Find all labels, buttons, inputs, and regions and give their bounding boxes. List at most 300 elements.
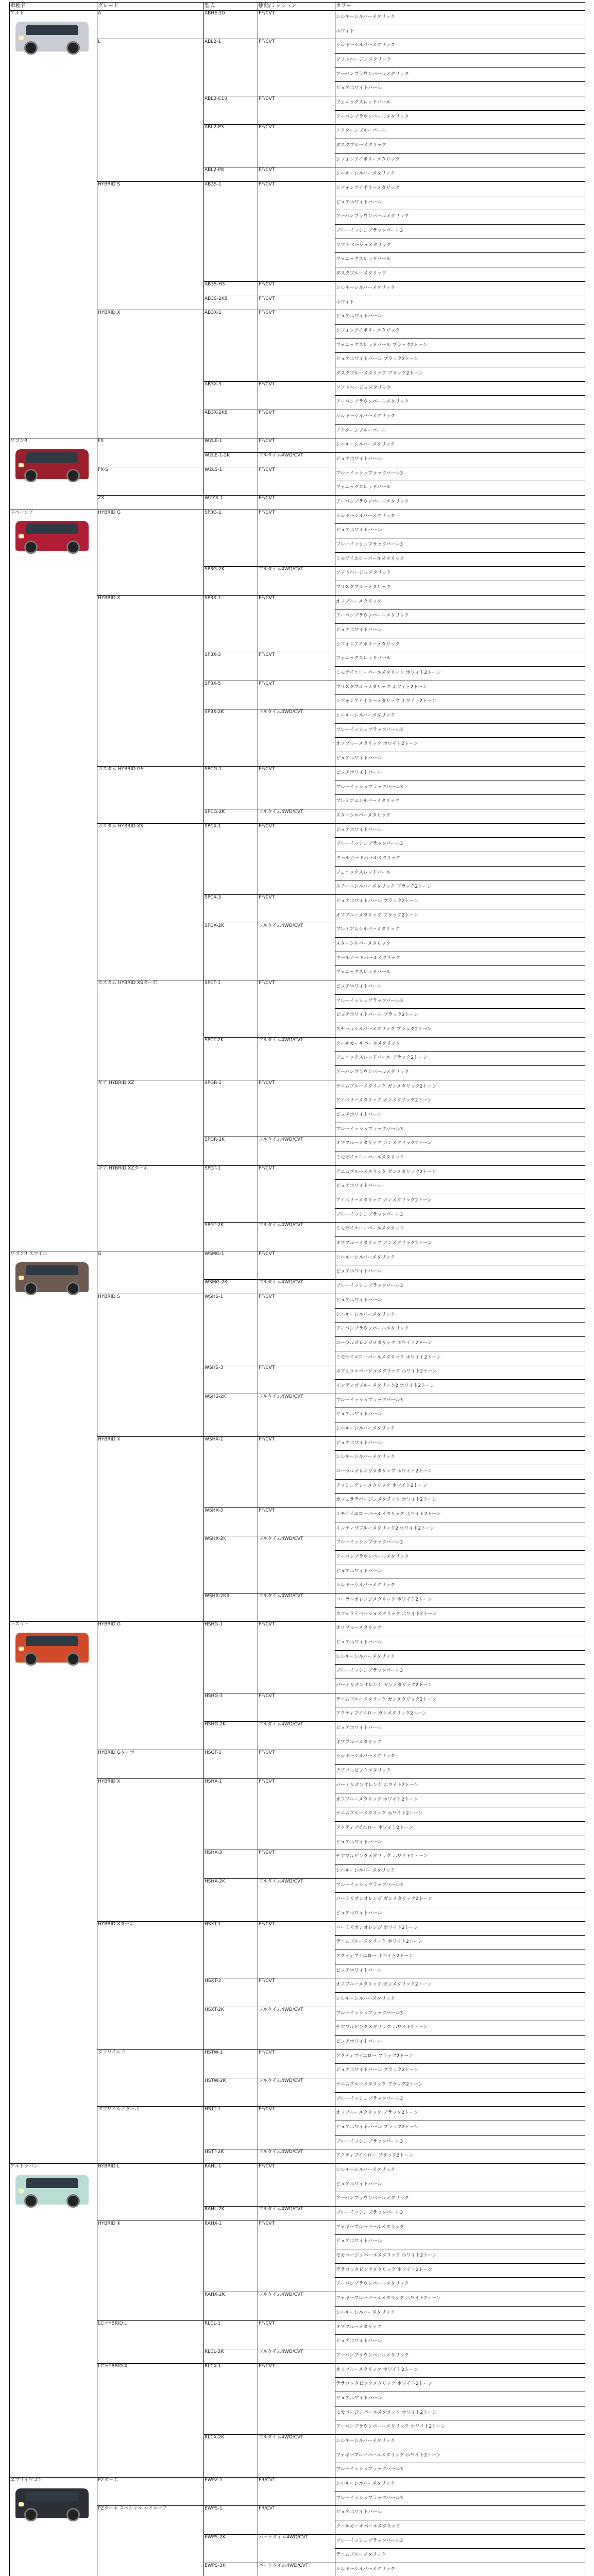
color-name: ピュアホワイトパール — [336, 756, 382, 761]
grid-line — [335, 2277, 585, 2278]
grade-name: A — [98, 11, 101, 16]
grid-line — [335, 1379, 585, 1380]
grid-line — [335, 81, 585, 82]
grid-line — [9, 2477, 585, 2478]
color-name: ブルーイッシュブラックパール3 — [336, 2495, 403, 2501]
color-name: アーバンブラウンパールメタリック — [336, 613, 409, 619]
model-code: HSXT-2K — [205, 2007, 225, 2012]
transmission: フルタイム4WD/CVT — [259, 452, 303, 458]
transmission: FF/CVT — [259, 2363, 275, 2369]
model-code: HSHX-1 — [205, 1778, 222, 1784]
color-name: デニムブルーメタリック ホワイト2トーン — [336, 1939, 423, 1945]
color-name: ピュアホワイトパール — [336, 528, 382, 533]
grade-name: HYBRID G — [98, 1622, 121, 1628]
color-name: シルキーシルバーメタリック — [336, 1583, 395, 1588]
color-name: ソフトベージュメタリック — [336, 57, 392, 63]
color-name: ピュアホワイトパール — [336, 314, 382, 319]
grid-line — [203, 2534, 585, 2535]
grid-line — [335, 153, 585, 154]
color-name: ブルーイッシュブラックパール3 — [336, 2467, 403, 2472]
grade-name: LC HYBRID L — [98, 2320, 127, 2326]
car-wheel — [66, 469, 80, 482]
grid-line — [97, 2505, 585, 2506]
car-wheel — [24, 540, 38, 554]
car-window — [26, 1636, 78, 1646]
color-name: シルキーシルバーメタリック — [336, 413, 395, 419]
car-headlight — [19, 36, 24, 40]
alto-lapin-car-photo — [15, 2175, 89, 2205]
transmission: FF/CVT — [259, 310, 275, 316]
grid-line — [335, 352, 585, 353]
model-code: W2LE-1 — [205, 438, 223, 444]
transmission: FF/CVT — [259, 1778, 275, 1784]
color-name: シルキーシルバーメタリック — [336, 2481, 395, 2486]
color-name: アーバンブラウンパールメタリック — [336, 71, 409, 77]
car-headlight — [19, 1647, 24, 1651]
transmission: パートタイム4WD/CVT — [259, 2534, 309, 2540]
grade-name: G — [98, 1251, 101, 1257]
color-name: ダスクブルーメタリック — [336, 271, 386, 277]
model-code: W2LS-1 — [205, 467, 223, 472]
transmission: FF/CVT — [259, 1978, 275, 1984]
transmission: FF/CVT — [259, 125, 275, 130]
color-name: アーバンブラウンパールメタリック ホワイト2トーン — [336, 2424, 446, 2430]
color-name: アクティブイエロー ブラック2トーン — [336, 2153, 414, 2159]
grade-name: HYBRID X — [98, 2221, 121, 2226]
transmission: フルタイム4WD/CVT — [259, 923, 303, 929]
transmission: FR/CVT — [259, 2477, 276, 2483]
color-name: ダスクブルーメタリック ブラック2トーン — [336, 370, 423, 376]
model-code: HSTT-1 — [205, 2107, 221, 2112]
model-code: W2LE-1-2K — [205, 452, 230, 458]
model-code: HSTT-2K — [205, 2149, 224, 2155]
model-code: SPCX-1 — [205, 823, 222, 829]
model-code: HSHG-2K — [205, 1722, 226, 1727]
color-name: ブルーイッシュブラックパール3 — [336, 2538, 403, 2544]
grid-line — [335, 424, 585, 425]
transmission: FF/CVT — [259, 167, 275, 173]
alto-car-photo — [15, 22, 89, 52]
model-code: ABHE-10 — [205, 11, 225, 16]
model-code: HSHX-2K — [205, 1878, 225, 1884]
car-headlight — [19, 463, 24, 467]
color-name: オフブルーメタリック — [336, 2324, 382, 2330]
model-code: SPCT-1 — [205, 980, 221, 986]
grade-name: HYBRID S — [98, 182, 120, 188]
grid-line — [203, 124, 585, 125]
color-name: オフブルーメタリック ホワイト2トーン — [336, 1797, 418, 1802]
grid-line — [97, 1921, 585, 1922]
grid-line — [97, 823, 585, 824]
grade-name: HYBRID X — [98, 1436, 121, 1442]
color-name: ブルーイッシュブラックパール3 — [336, 1212, 403, 1217]
transmission: フルタイム4WD/CVT — [259, 2434, 303, 2440]
color-name: アイボリーメタリック ガンメタリック2トーン — [336, 1098, 432, 1104]
grid-line — [335, 623, 585, 624]
car-wheel — [66, 540, 80, 554]
model-code: AB3S-1 — [205, 182, 222, 188]
color-name: ピュアホワイトパール — [336, 827, 382, 833]
color-name: ピュアホワイトパール — [336, 1640, 382, 1646]
transmission: フルタイム4WD/CVT — [259, 1137, 303, 1143]
car-headlight — [19, 2189, 24, 2193]
header-transmission: 駆動/ミッション — [259, 3, 296, 9]
grade-name: HYBRID X — [98, 1778, 121, 1784]
color-name: プレミアムシルバーメタリック — [336, 927, 400, 933]
grid-line — [203, 1222, 585, 1223]
transmission: FF/CVT — [259, 823, 275, 829]
model-code: EWPS-1 — [205, 2506, 223, 2512]
color-name: ミモザイエローパールメタリック ホワイト2トーン — [336, 1354, 441, 1360]
model-code: AB3S-H3 — [205, 281, 225, 287]
color-name: ピュアホワイトパール ブラック2トーン — [336, 1012, 419, 1018]
color-name: コーラルオレンジメタリック ホワイト2トーン — [336, 1340, 432, 1346]
grid-line — [335, 1493, 585, 1494]
grid-line — [97, 2320, 585, 2321]
color-name: ブルーイッシュブラックパール3 — [336, 841, 403, 847]
color-name: シルキーシルバーメタリック — [336, 513, 395, 519]
color-name: モカベージュパールメタリック ホワイト2トーン — [336, 2410, 437, 2415]
model-code: SP3X-3 — [205, 652, 221, 658]
grade-name: HYBRID G — [98, 510, 121, 515]
color-name: チアフルピンクメタリック ホワイト2トーン — [336, 2025, 428, 2030]
transmission: FF/CVT — [259, 39, 275, 45]
model-code: EWPS-2K — [205, 2534, 226, 2540]
color-name: ピュアホワイトパール — [336, 2395, 382, 2401]
color-name: コーラルオレンジメタリック ホワイト2トーン — [336, 1597, 432, 1603]
model-code: RLCX-2K — [205, 2434, 225, 2440]
color-name: オフブルーメタリック ホワイト2トーン — [336, 2367, 418, 2372]
grid-line — [335, 1664, 585, 1665]
transmission: フルタイム4WD/CVT — [259, 1536, 303, 1542]
grid-line — [335, 552, 585, 553]
car-wheel — [24, 1652, 38, 1666]
grid-line — [97, 495, 585, 496]
transmission: フルタイム4WD/CVT — [259, 1722, 303, 1727]
car-window — [26, 25, 78, 35]
car-wheel — [66, 2194, 80, 2208]
grid-line — [335, 1322, 585, 1323]
color-name: シルキーシルバーメタリック — [336, 2167, 395, 2173]
color-name: ブルーイッシュブラックパール3 — [336, 998, 403, 1004]
color-name: ノクターンブルーパール — [336, 428, 386, 433]
grade-name: ギア HYBRID XZ — [98, 1080, 134, 1086]
grade-name: LC HYBRID X — [98, 2363, 128, 2369]
grid-line — [335, 1179, 585, 1180]
color-name: シルキーシルバーメタリック — [336, 1654, 395, 1659]
grid-line — [335, 2035, 585, 2036]
color-name: ピュアホワイトパール — [336, 2239, 382, 2244]
transmission: FF/CVT — [259, 467, 275, 472]
car-window — [26, 1265, 78, 1276]
transmission: FF/CVT — [259, 766, 275, 772]
grid-line — [335, 324, 585, 325]
grid-line — [335, 1108, 585, 1109]
transmission: フルタイム4WD/CVT — [259, 2349, 303, 2354]
model-code: ABL2-1 — [205, 39, 222, 45]
color-name: スターシルバーメタリック — [336, 941, 391, 946]
grid-line — [97, 1778, 585, 1779]
grid-line — [97, 181, 585, 182]
color-name: フォギーブルーパールメタリック ホワイト2トーン — [336, 2296, 441, 2301]
model-code: RLCL-1 — [205, 2320, 221, 2326]
color-name: オフブルーメタリック ブラック2トーン — [336, 912, 418, 918]
color-name: シルキーシルバーメタリック — [336, 1868, 395, 1873]
transmission: パートタイム4WD/CVT — [259, 2563, 309, 2568]
grid-line — [335, 110, 585, 111]
grid-line — [335, 737, 585, 738]
transmission: FF/CVT — [259, 595, 275, 601]
grade-name: HYBRID Xターボ — [98, 1921, 134, 1927]
color-name: ピュアホワイトパール — [336, 1269, 382, 1275]
color-name: ソフトベージュメタリック — [336, 242, 392, 248]
car-window — [26, 523, 78, 534]
transmission: フルタイム4WD/CVT — [259, 1223, 303, 1228]
transmission: FF/CVT — [259, 652, 275, 658]
transmission: FR/CVT — [259, 2506, 276, 2512]
model-code: ABL2-C10 — [205, 96, 228, 102]
transmission: FF/CVT — [259, 182, 275, 188]
grid-line — [335, 1008, 585, 1009]
color-name: ピュアホワイトパール — [336, 1568, 382, 1574]
grid-line — [97, 2049, 585, 2050]
grid-line — [335, 1607, 585, 1608]
model-code: HSTW-1 — [205, 2049, 223, 2055]
grade-name: FX-S — [98, 467, 108, 472]
model-code: SP3X-1 — [205, 595, 221, 601]
transmission: FF/CVT — [259, 2049, 275, 2055]
color-name: シルキーシルバーメタリック — [336, 1454, 395, 1460]
model-code: HSGT-1 — [205, 1750, 222, 1756]
car-wheel — [66, 1652, 80, 1666]
grid-line — [203, 566, 585, 567]
model-code: SPGT-1 — [205, 1165, 221, 1171]
color-name: ピュアホワイトパール ブラック2トーン — [336, 2067, 419, 2073]
color-name: デニムブルーメタリック ホワイト2トーン — [336, 1811, 423, 1817]
color-name: ピュアホワイトパール — [336, 2039, 382, 2044]
color-name: ミモザイエローパールメタリック — [336, 556, 404, 562]
color-name: ピュアホワイトパール — [336, 2338, 382, 2344]
grid-line — [203, 281, 585, 282]
color-name: アーバンブラウンパールメタリック — [336, 114, 409, 120]
transmission: フルタイム4WD/CVT — [259, 1878, 303, 1884]
transmission: フルタイム4WD/CVT — [259, 1037, 303, 1043]
grid-line — [335, 338, 585, 339]
grid-line — [203, 1593, 585, 1594]
car-wheel — [24, 2508, 38, 2521]
model-code: WSHX-3 — [205, 1507, 224, 1513]
model-code: AB3S-2K8 — [205, 296, 228, 301]
model-name: ハスラー — [10, 1622, 29, 1628]
grid-line — [203, 452, 585, 453]
color-name: フォギーブルーパールメタリック — [336, 2224, 404, 2230]
car-wheel — [66, 41, 80, 55]
model-code: WSMG-1 — [205, 1251, 225, 1257]
grid-line — [9, 2, 10, 2576]
color-name: クールカーキパールメタリック — [336, 2523, 401, 2529]
model-code: SPCG-1 — [205, 766, 222, 772]
color-name: オフブルーメタリック ガンメタリック2トーン — [336, 1982, 432, 1988]
grid-line — [335, 1935, 585, 1936]
transmission: FF/CVT — [259, 1165, 275, 1171]
color-name: アーバンブラウンパールメタリック — [336, 399, 409, 405]
grid-line — [335, 1208, 585, 1209]
transmission: フルタイム4WD/CVT — [259, 1594, 303, 1599]
color-name: ソフトベージュメタリック — [336, 385, 392, 391]
transmission: フルタイム4WD/CVT — [259, 2007, 303, 2012]
color-name: ピュアホワイトパール — [336, 199, 382, 205]
transmission: FF/CVT — [259, 438, 275, 444]
model-code: ABL2-P3 — [205, 125, 224, 130]
color-name: プレミアムシルバーメタリック — [336, 799, 400, 804]
color-name: テラコッタピンクメタリック ホワイト2トーン — [336, 2381, 433, 2387]
model-code: SPCT-2K — [205, 1037, 224, 1043]
model-code: SPGT-2K — [205, 1223, 224, 1228]
transmission: フルタイム4WD/CVT — [259, 709, 303, 715]
color-name: アッシュグレーメタリック ホワイト2トーン — [336, 1483, 428, 1488]
grid-line — [335, 694, 585, 695]
transmission: FF/CVT — [259, 381, 275, 387]
transmission: FF/CVT — [259, 1294, 275, 1299]
color-name: バーミリオンオレンジ ガンメタリック2トーン — [336, 1683, 433, 1688]
transmission: FF/CVT — [259, 410, 275, 415]
grid-line — [335, 395, 585, 396]
grid-line — [203, 2, 204, 2576]
grid-line — [9, 1621, 585, 1622]
car-wheel — [24, 469, 38, 482]
transmission: FF/CVT — [259, 96, 275, 102]
color-name: テラコッタピンクメタリック ホワイト2トーン — [336, 2267, 433, 2273]
color-name: ブルーイッシュブラックパール3 — [336, 784, 403, 790]
grid-line — [9, 2, 585, 3]
grid-line — [335, 794, 585, 795]
model-name: スペーシア — [10, 510, 33, 515]
model-code: W2ZX-1 — [205, 495, 223, 501]
grid-line — [335, 252, 585, 253]
color-name: ピュアホワイトパール — [336, 2181, 382, 2187]
color-name: チアフルピンクメタリック — [336, 1768, 392, 1774]
color-name: シルキーシルバーメタリック — [336, 171, 395, 177]
color-name: ブリスクブルーメタリック ホワイト2トーン — [336, 684, 428, 690]
color-name: フェニックスレッドパール ブラック2トーン — [336, 342, 428, 348]
grid-line — [335, 1236, 585, 1237]
color-name: ピュアホワイトパール — [336, 456, 382, 462]
color-name: シフォンアイボリーメタリック — [336, 328, 400, 333]
color-name: シルキーシルバーメタリック — [336, 1426, 395, 1431]
car-headlight — [19, 2502, 24, 2506]
grid-line — [97, 1436, 585, 1437]
color-name: シルキーシルバーメタリック — [336, 2438, 395, 2444]
model-code: WSHS-2K — [205, 1394, 226, 1399]
color-name: ホワイト — [336, 299, 354, 305]
model-code: SPCX-3 — [205, 894, 222, 900]
color-name: ブルーイッシュブラックパール3 — [336, 1668, 403, 1674]
color-name: ピュアホワイトパール — [336, 2510, 382, 2515]
color-name: アーバンブラウンパールメタリック — [336, 499, 409, 504]
color-name: アーバンブラウンパールメタリック — [336, 2352, 409, 2358]
color-name: アイボリーメタリック ガンメタリック2トーン — [336, 1198, 432, 1204]
model-code: SP3X-5 — [205, 681, 221, 686]
color-name: シルキーシルバーメタリック — [336, 1754, 395, 1759]
transmission: フルタイム4WD/CVT — [259, 2292, 303, 2298]
color-name: ミモザイエローパールメタリック — [336, 1226, 404, 1232]
model-code: HSHG-3 — [205, 1693, 223, 1699]
transmission: FF/CVT — [259, 1365, 275, 1371]
model-code: HSXT-3 — [205, 1978, 222, 1984]
color-name: バーミリオンオレンジ ホワイト2トーン — [336, 1782, 419, 1788]
color-name: クールカーキパールメタリック — [336, 955, 401, 961]
grade-name: L — [98, 39, 101, 45]
grid-line — [335, 994, 585, 995]
color-name: カフェラテベージュメタリック ホワイト2トーン — [336, 1611, 437, 1617]
grid-line — [335, 866, 585, 867]
header-model: 車種名 — [10, 3, 26, 9]
car-window — [26, 452, 78, 463]
transmission: FF/CVT — [259, 1622, 275, 1628]
grid-line — [203, 894, 585, 895]
color-name: フェニックスレッドパール — [336, 257, 391, 262]
spacia-car-photo — [15, 521, 89, 551]
model-name: ワゴンR — [10, 438, 28, 444]
color-name: コーラルオレンジメタリック ホワイト2トーン — [336, 1468, 432, 1474]
model-code: WSHS-3 — [205, 1365, 224, 1371]
color-name: ブルーイッシュブラックパール3 — [336, 2210, 403, 2216]
color-name: シルキーシルバーメタリック — [336, 1312, 395, 1317]
grade-name: タフワイルドターボ — [98, 2107, 140, 2112]
car-wheel — [66, 2508, 80, 2521]
color-name: ブルーイッシュブラックパール3 — [336, 1397, 403, 1403]
color-name: ピュアホワイトパール — [336, 1725, 382, 1731]
grid-line — [335, 1821, 585, 1822]
transmission: FF/CVT — [259, 296, 275, 301]
transmission: FF/CVT — [259, 11, 275, 16]
grid-line — [97, 1165, 585, 1166]
grid-line — [9, 2163, 585, 2164]
transmission: FF/CVT — [259, 495, 275, 501]
color-name: アーバンブラウンパールメタリック — [336, 214, 409, 219]
color-name: カフェラテベージュメタリック ホワイト2トーン — [336, 1369, 437, 1375]
color-name: インディゴブルーメタリック2 ホワイト2トーン — [336, 1383, 435, 1388]
color-name: ピュアホワイトパール — [336, 628, 382, 633]
grid-line — [335, 2135, 585, 2136]
model-code: RAHL-2K — [205, 2207, 225, 2212]
color-name: ブルーイッシュブラックパール3 — [336, 1126, 403, 1132]
color-name: アクティブイエロー ブラック2トーン — [336, 2053, 414, 2059]
grade-name: FX — [98, 438, 104, 444]
color-name: ブルーイッシュブラックパール3 — [336, 470, 403, 476]
color-name: ブルーイッシュブラックパール3 — [336, 2096, 403, 2102]
color-name: ブルーイッシュブラックパール3 — [336, 2139, 403, 2144]
transmission: FF/CVT — [259, 1921, 275, 1927]
model-code: SP3X-2K — [205, 709, 224, 715]
transmission: FF/CVT — [259, 1436, 275, 1442]
color-name: オフブルーメタリック — [336, 1625, 382, 1631]
color-name: シルキーシルバーメタリック — [336, 442, 395, 448]
grid-line — [335, 1550, 585, 1551]
model-code: RAHX-2K — [205, 2292, 225, 2298]
transmission: FF/CVT — [259, 1080, 275, 1086]
grid-line — [97, 766, 585, 767]
grade-name: HYBRID L — [98, 2164, 120, 2170]
color-name: ピュアホワイトパール — [336, 1112, 382, 1118]
transmission: FF/CVT — [259, 2221, 275, 2226]
model-name: ワゴンR スマイル — [10, 1251, 47, 1257]
color-name: ピュアホワイトパール — [336, 1968, 382, 1973]
grid-line — [335, 1065, 585, 1066]
grade-name: PZターボ スペシャル ハイルーフ — [98, 2506, 167, 2512]
grid-line — [335, 837, 585, 838]
color-name: ピュアホワイトパール — [336, 86, 382, 91]
